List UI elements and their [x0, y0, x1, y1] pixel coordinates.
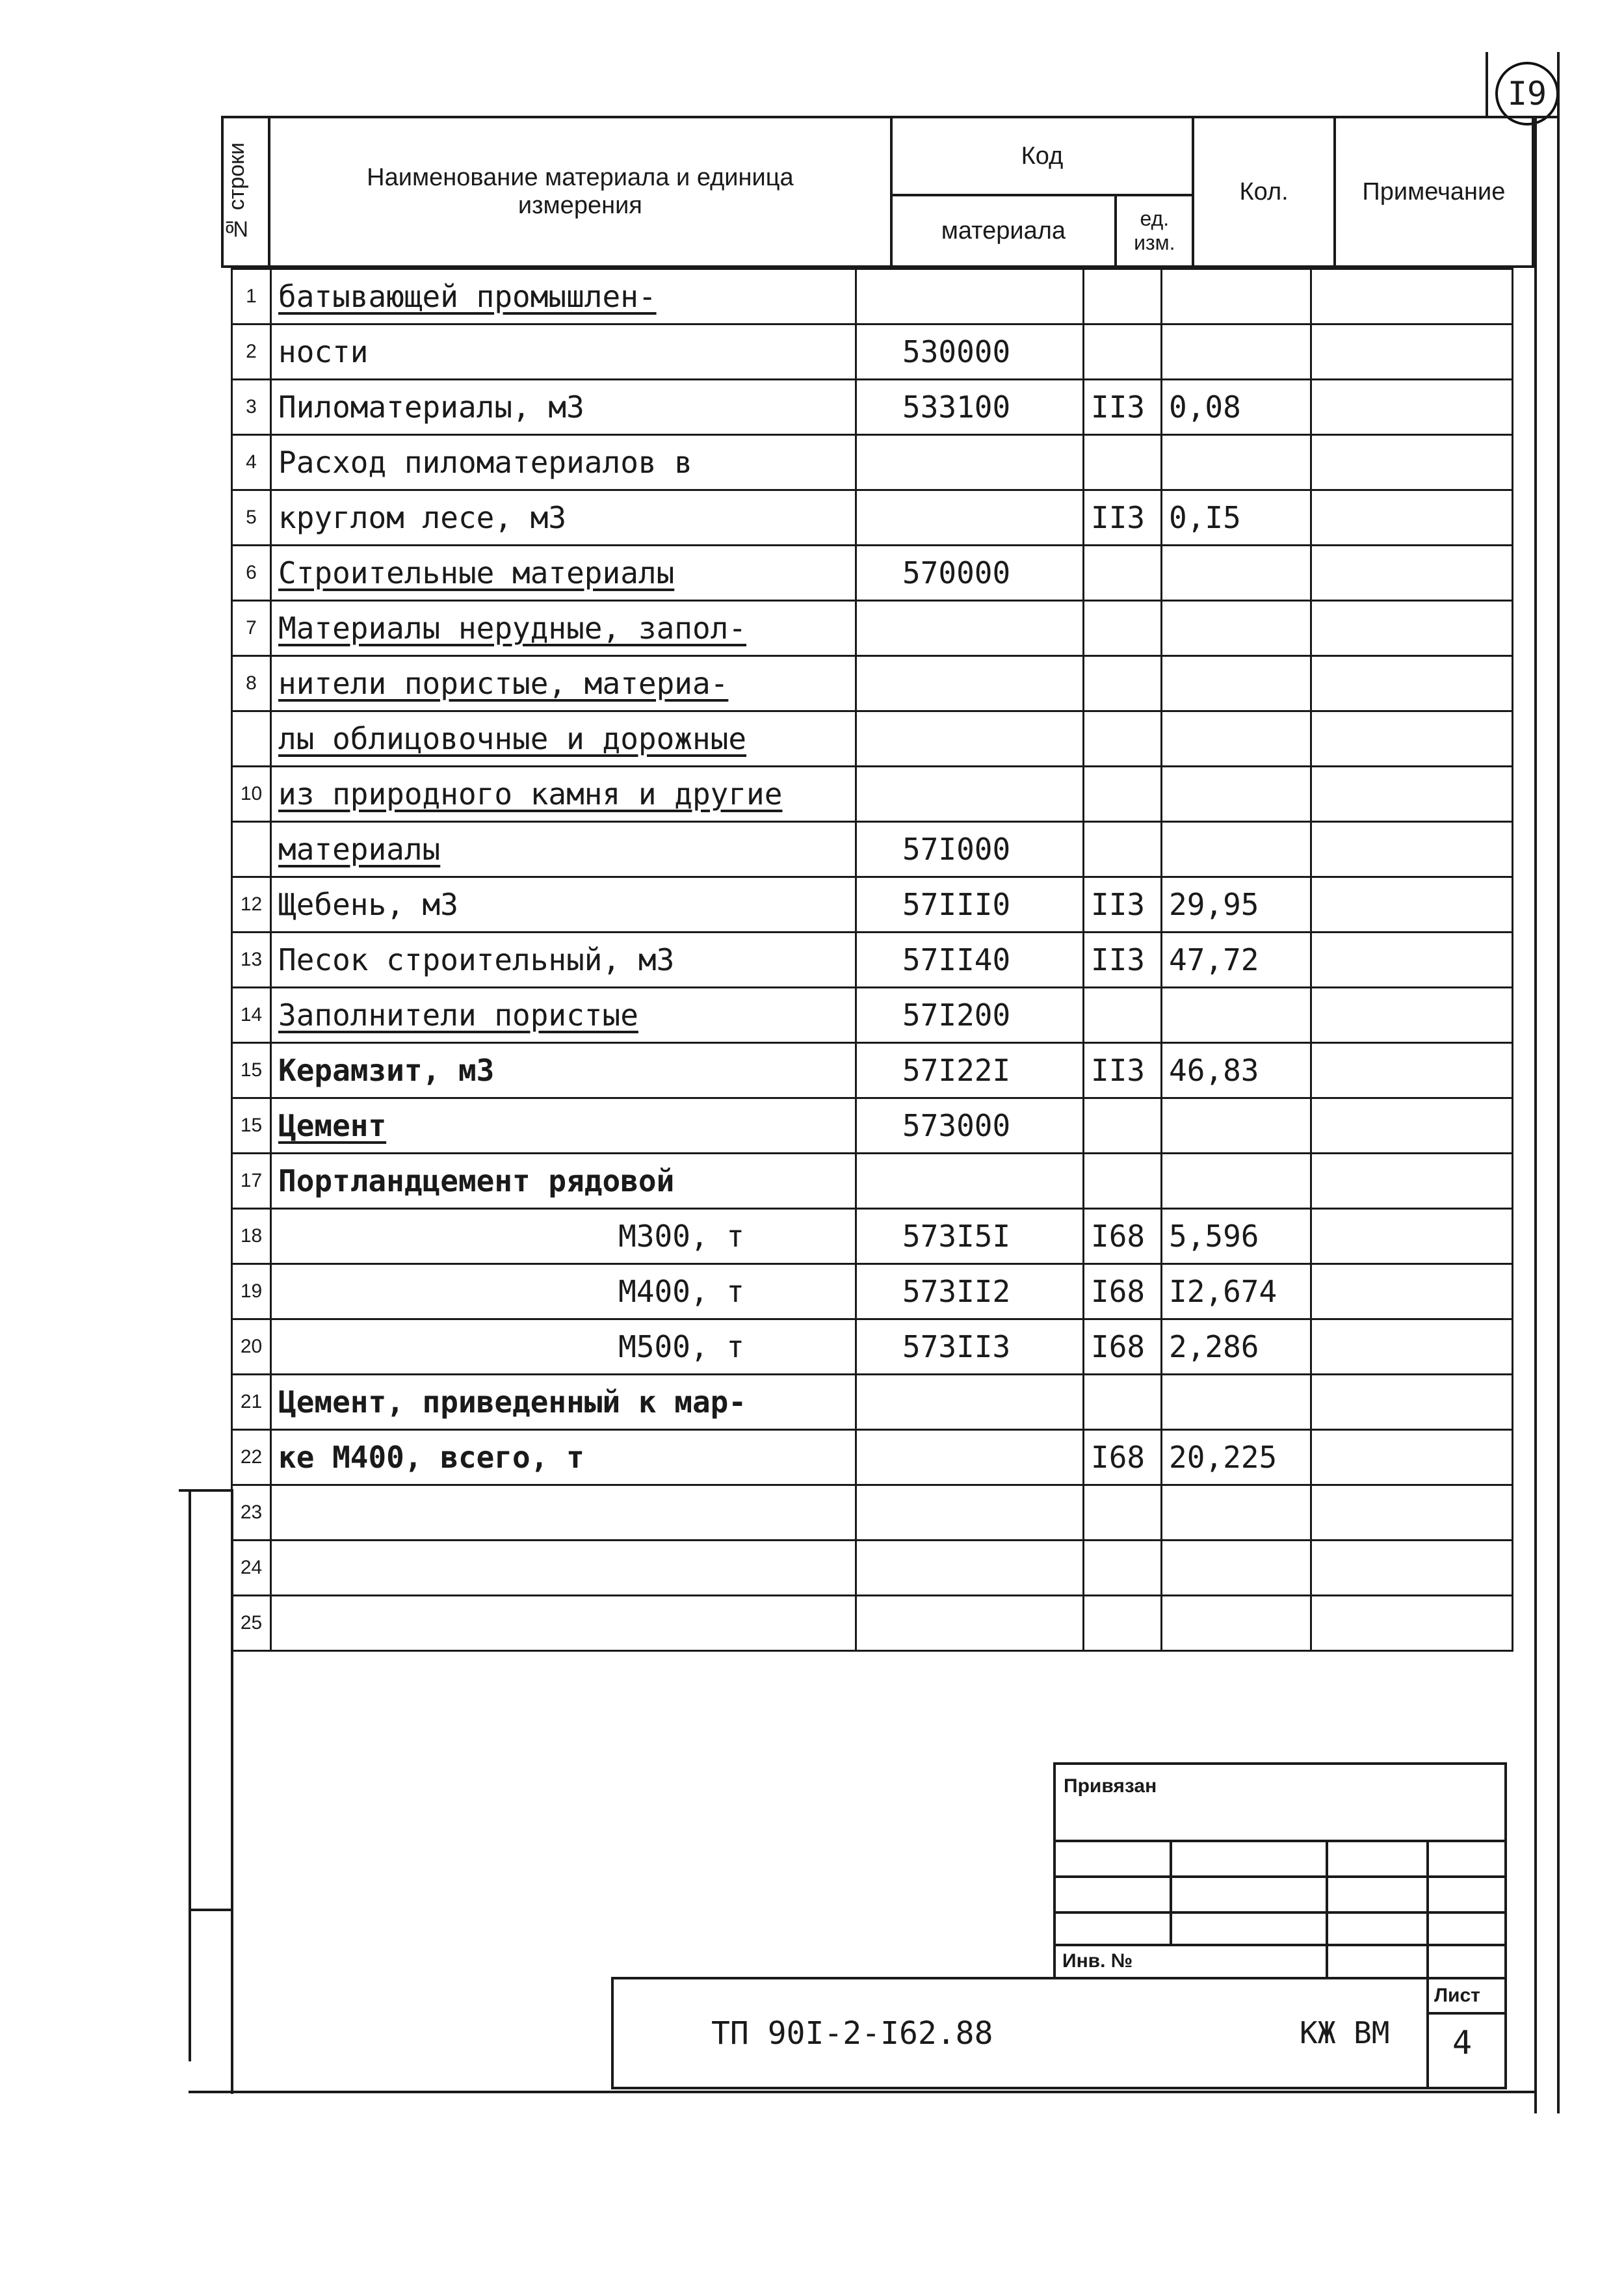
header-code-material: материала [891, 195, 1116, 267]
table-row [232, 1319, 1513, 1375]
materials-table [231, 268, 1513, 1652]
unit-code [1084, 711, 1162, 767]
quantity [1162, 822, 1311, 877]
row-number: 1 [232, 269, 271, 324]
frame-bottom-line [189, 2091, 1534, 2093]
note [1311, 1375, 1513, 1430]
note [1311, 546, 1513, 601]
note [1311, 324, 1513, 380]
unit-code [1084, 1375, 1162, 1430]
row-number: 15 [232, 1043, 271, 1098]
row-number: 25 [232, 1596, 271, 1651]
quantity: 5,596 [1162, 1209, 1311, 1264]
quantity [1162, 1485, 1311, 1541]
margin-line [231, 1489, 233, 2094]
material-code [856, 435, 1084, 490]
table-row [232, 546, 1513, 601]
row-number: 24 [232, 1541, 271, 1596]
row-number: 10 [232, 767, 271, 822]
row-number: 13 [232, 933, 271, 988]
table-row [232, 490, 1513, 546]
note [1311, 1098, 1513, 1154]
material-code [856, 1485, 1084, 1541]
note [1311, 269, 1513, 324]
row-number: 23 [232, 1485, 271, 1541]
material-name: Материалы нерудные, запол- [271, 601, 856, 656]
row-number: 22 [232, 1430, 271, 1485]
margin-line [179, 1489, 233, 1492]
unit-code [1084, 656, 1162, 711]
unit-code: I68 [1084, 1430, 1162, 1485]
quantity [1162, 269, 1311, 324]
unit-code [1084, 601, 1162, 656]
table-row [232, 656, 1513, 711]
row-number: 6 [232, 546, 271, 601]
row-number: 19 [232, 1264, 271, 1319]
table-row [232, 767, 1513, 822]
row-number: 12 [232, 877, 271, 933]
table-row [232, 1154, 1513, 1209]
material-name: Песок строительный, м3 [271, 933, 856, 988]
material-code: 573II3 [856, 1319, 1084, 1375]
header-note: Примечание [1335, 117, 1533, 267]
material-name: ности [271, 324, 856, 380]
quantity: 0,08 [1162, 380, 1311, 435]
table-row [232, 877, 1513, 933]
header-code: Код [891, 117, 1194, 195]
row-number: 20 [232, 1319, 271, 1375]
sheet-number: I9 [1495, 62, 1559, 126]
table-row [232, 1043, 1513, 1098]
quantity [1162, 1098, 1311, 1154]
unit-code [1084, 435, 1162, 490]
unit-code [1084, 1154, 1162, 1209]
material-code [856, 656, 1084, 711]
bound-label: Привязан [1064, 1775, 1157, 1797]
row-number: 21 [232, 1375, 271, 1430]
material-name: Щебень, м3 [271, 877, 856, 933]
material-name: Керамзит, м3 [271, 1043, 856, 1098]
material-code: 533100 [856, 380, 1084, 435]
unit-code [1084, 822, 1162, 877]
note [1311, 1209, 1513, 1264]
header-row-number: № строки [222, 117, 269, 267]
material-name: ке М400, всего, т [271, 1430, 856, 1485]
table-row [232, 988, 1513, 1043]
frame-line [1534, 117, 1537, 2113]
margin-line [189, 1489, 191, 2061]
table-row [232, 601, 1513, 656]
quantity: I2,674 [1162, 1264, 1311, 1319]
quantity [1162, 711, 1311, 767]
material-code [856, 490, 1084, 546]
quantity [1162, 324, 1311, 380]
quantity [1162, 1541, 1311, 1596]
material-name: материалы [271, 822, 856, 877]
table-row [232, 1375, 1513, 1430]
row-number [232, 822, 271, 877]
note [1311, 767, 1513, 822]
unit-code [1084, 1098, 1162, 1154]
material-name: М400, т [271, 1264, 856, 1319]
row-number: 14 [232, 988, 271, 1043]
material-code: 573I5I [856, 1209, 1084, 1264]
row-number: 18 [232, 1209, 271, 1264]
table-row [232, 380, 1513, 435]
note [1311, 1596, 1513, 1651]
header-qty: Кол. [1193, 117, 1334, 267]
row-number: 17 [232, 1154, 271, 1209]
note [1311, 1043, 1513, 1098]
row-number: 7 [232, 601, 271, 656]
note [1311, 1430, 1513, 1485]
material-name: Портландцемент рядовой [271, 1154, 856, 1209]
row-number: 5 [232, 490, 271, 546]
sheet-label: Лист [1434, 1985, 1480, 2006]
quantity [1162, 601, 1311, 656]
quantity [1162, 1596, 1311, 1651]
unit-code: II3 [1084, 877, 1162, 933]
row-number [232, 711, 271, 767]
material-code: 570000 [856, 546, 1084, 601]
note [1311, 656, 1513, 711]
table-row [232, 1264, 1513, 1319]
quantity: 0,I5 [1162, 490, 1311, 546]
title-block [611, 1977, 1507, 2089]
unit-code [1084, 1541, 1162, 1596]
material-name [271, 1485, 856, 1541]
document-code: ТП 90I-2-I62.88 [711, 2015, 993, 2052]
inv-label: Инв. № [1062, 1950, 1133, 1972]
material-code: 57III0 [856, 877, 1084, 933]
unit-code [1084, 324, 1162, 380]
material-code [856, 1430, 1084, 1485]
unit-code [1084, 1596, 1162, 1651]
quantity [1162, 546, 1311, 601]
unit-code [1084, 1485, 1162, 1541]
table-row [232, 933, 1513, 988]
material-name: Заполнители пористые [271, 988, 856, 1043]
table-row [232, 822, 1513, 877]
quantity [1162, 767, 1311, 822]
table-row [232, 1209, 1513, 1264]
margin-line [189, 1909, 233, 1911]
material-name: М500, т [271, 1319, 856, 1375]
material-code: 573000 [856, 1098, 1084, 1154]
quantity: 46,83 [1162, 1043, 1311, 1098]
note [1311, 1264, 1513, 1319]
material-code [856, 1375, 1084, 1430]
unit-code: I68 [1084, 1319, 1162, 1375]
unit-code: I68 [1084, 1264, 1162, 1319]
table-row [232, 1098, 1513, 1154]
note [1311, 435, 1513, 490]
quantity [1162, 435, 1311, 490]
unit-code [1084, 269, 1162, 324]
quantity [1162, 988, 1311, 1043]
material-code: 573II2 [856, 1264, 1084, 1319]
frame-line [1486, 52, 1488, 117]
quantity: 2,286 [1162, 1319, 1311, 1375]
note [1311, 1541, 1513, 1596]
row-number: 3 [232, 380, 271, 435]
table-row [232, 1596, 1513, 1651]
material-name [271, 1541, 856, 1596]
material-code [856, 1154, 1084, 1209]
quantity: 47,72 [1162, 933, 1311, 988]
quantity: 20,225 [1162, 1430, 1311, 1485]
unit-code: I68 [1084, 1209, 1162, 1264]
table-row [232, 711, 1513, 767]
row-number: 4 [232, 435, 271, 490]
quantity [1162, 1375, 1311, 1430]
note [1311, 933, 1513, 988]
header-name: Наименование материала и единица измерения [269, 117, 891, 267]
material-name: Цемент, приведенный к мар- [271, 1375, 856, 1430]
material-name: М300, т [271, 1209, 856, 1264]
material-code: 530000 [856, 324, 1084, 380]
unit-code [1084, 767, 1162, 822]
material-name: из природного камня и другие [271, 767, 856, 822]
table-row [232, 1485, 1513, 1541]
material-name: Строительные материалы [271, 546, 856, 601]
note [1311, 877, 1513, 933]
note [1311, 490, 1513, 546]
material-name [271, 1596, 856, 1651]
quantity [1162, 656, 1311, 711]
table-row [232, 269, 1513, 324]
material-code [856, 1596, 1084, 1651]
unit-code: II3 [1084, 933, 1162, 988]
table-row [232, 324, 1513, 380]
material-code [856, 601, 1084, 656]
note [1311, 988, 1513, 1043]
binding-block [1053, 1762, 1507, 1982]
note [1311, 1319, 1513, 1375]
material-name: нители пористые, материа- [271, 656, 856, 711]
frame-line [1557, 52, 1560, 2113]
unit-code: II3 [1084, 1043, 1162, 1098]
note [1311, 380, 1513, 435]
material-code: 57I200 [856, 988, 1084, 1043]
material-code [856, 269, 1084, 324]
material-name: Цемент [271, 1098, 856, 1154]
row-number: 2 [232, 324, 271, 380]
note [1311, 601, 1513, 656]
table-row [232, 1430, 1513, 1485]
unit-code: II3 [1084, 380, 1162, 435]
material-code [856, 1541, 1084, 1596]
note [1311, 1154, 1513, 1209]
row-number: 15 [232, 1098, 271, 1154]
note [1311, 711, 1513, 767]
material-name: лы облицовочные и дорожные [271, 711, 856, 767]
material-code: 57II40 [856, 933, 1084, 988]
material-code: 57I000 [856, 822, 1084, 877]
unit-code [1084, 988, 1162, 1043]
material-name: Расход пиломатериалов в [271, 435, 856, 490]
unit-code: II3 [1084, 490, 1162, 546]
row-number: 8 [232, 656, 271, 711]
material-name: батывающей промышлен- [271, 269, 856, 324]
unit-code [1084, 546, 1162, 601]
table-row [232, 1541, 1513, 1596]
material-name: круглом лесе, м3 [271, 490, 856, 546]
table-row [232, 435, 1513, 490]
note [1311, 822, 1513, 877]
section-code: КЖ ВМ [1300, 2015, 1390, 2050]
quantity [1162, 1154, 1311, 1209]
material-name: Пиломатериалы, м3 [271, 380, 856, 435]
note [1311, 1485, 1513, 1541]
material-code [856, 711, 1084, 767]
table-header [221, 116, 1534, 268]
quantity: 29,95 [1162, 877, 1311, 933]
material-code: 57I22I [856, 1043, 1084, 1098]
sheet-value: 4 [1452, 2024, 1473, 2061]
material-code [856, 767, 1084, 822]
header-code-unit: ед. изм. [1116, 195, 1193, 267]
